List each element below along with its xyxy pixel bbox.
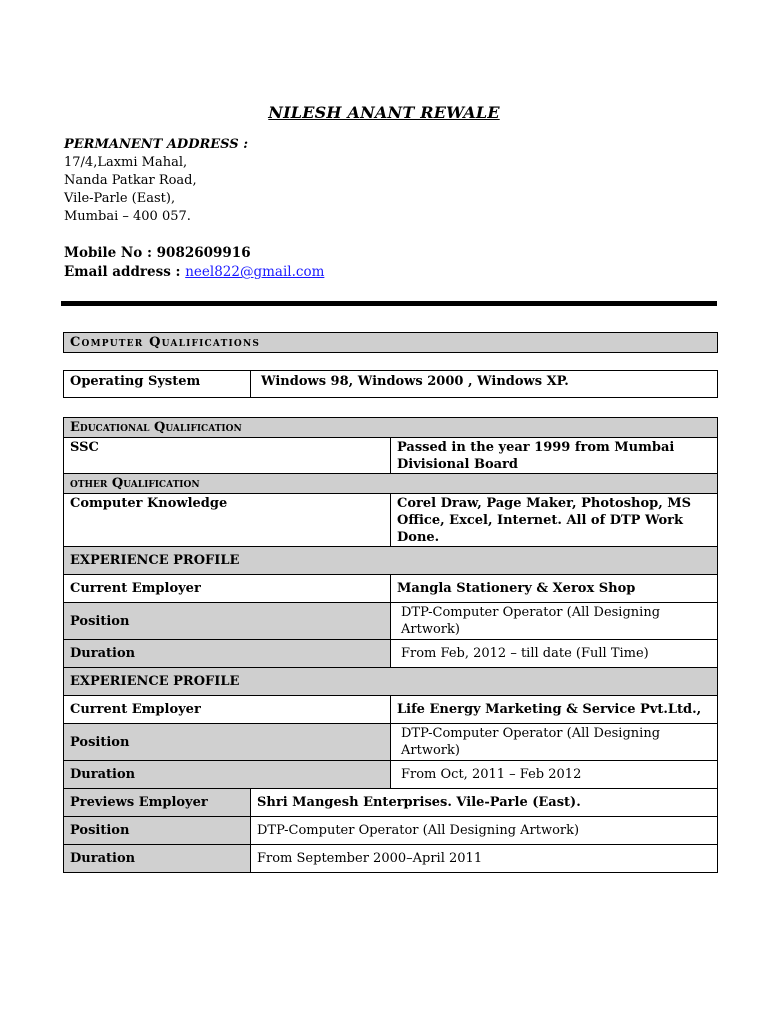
address-title: PERMANENT ADDRESS : bbox=[64, 137, 248, 152]
previous-employer-table bbox=[63, 788, 718, 873]
duration-label: Duration bbox=[64, 640, 391, 668]
email-link[interactable]: neel822@gmail.com bbox=[185, 264, 325, 280]
experience-heading: EXPERIENCE PROFILE bbox=[64, 547, 718, 575]
duration-value: From Oct, 2011 – Feb 2012 bbox=[391, 761, 718, 789]
computer-qualifications-header bbox=[63, 332, 718, 353]
email-label: Email address : bbox=[64, 264, 181, 280]
section-heading: Computer Qualifications bbox=[64, 333, 718, 353]
position-label: Position bbox=[64, 817, 251, 845]
duration-value: From September 2000–April 2011 bbox=[251, 845, 718, 873]
position-label: Position bbox=[64, 724, 391, 761]
employer-value: Mangla Stationery & Xerox Shop bbox=[391, 575, 718, 603]
education-table bbox=[63, 417, 718, 475]
ssc-value: Passed in the year 1999 from Mumbai Divisional Board bbox=[391, 438, 718, 475]
operating-system-label: Operating System bbox=[64, 371, 251, 398]
employer-label: Current Employer bbox=[64, 696, 391, 724]
address-line: 17/4,Laxmi Mahal, bbox=[64, 155, 188, 170]
previous-employer-value: Shri Mangesh Enterprises. Vile-Parle (East). bbox=[251, 789, 718, 817]
email-row bbox=[64, 263, 324, 282]
section-heading: other Qualification bbox=[64, 474, 718, 494]
duration-label: Duration bbox=[64, 761, 391, 789]
operating-system-value: Windows 98, Windows 2000 , Windows XP. bbox=[251, 371, 718, 398]
candidate-name: NILESH ANANT REWALE bbox=[268, 103, 500, 122]
computer-qualifications-table bbox=[63, 370, 718, 398]
position-value: DTP-Computer Operator (All Designing Artwork) bbox=[391, 724, 718, 761]
contact-block bbox=[64, 244, 324, 282]
mobile-number: Mobile No : 9082609916 bbox=[64, 245, 251, 261]
address-line: Vile-Parle (East), bbox=[64, 191, 176, 206]
experience-table bbox=[63, 546, 718, 789]
experience-heading: EXPERIENCE PROFILE bbox=[64, 668, 718, 696]
address-line: Mumbai – 400 057. bbox=[64, 209, 191, 224]
divider-rule bbox=[61, 301, 717, 306]
duration-value: From Feb, 2012 – till date (Full Time) bbox=[391, 640, 718, 668]
employer-label: Current Employer bbox=[64, 575, 391, 603]
position-value: DTP-Computer Operator (All Designing Artwork) bbox=[251, 817, 718, 845]
position-label: Position bbox=[64, 603, 391, 640]
previous-employer-label: Previews Employer bbox=[64, 789, 251, 817]
other-qualification-table bbox=[63, 473, 718, 548]
position-value: DTP-Computer Operator (All Designing Artwork) bbox=[391, 603, 718, 640]
computer-knowledge-value: Corel Draw, Page Maker, Photoshop, MS Office, Excel, Internet. All of DTP Work Done. bbox=[391, 494, 718, 548]
address-line: Nanda Patkar Road, bbox=[64, 173, 197, 188]
address-block bbox=[64, 136, 248, 226]
duration-label: Duration bbox=[64, 845, 251, 873]
computer-knowledge-label: Computer Knowledge bbox=[64, 494, 391, 548]
section-heading: Educational Qualification bbox=[64, 418, 718, 438]
ssc-label: SSC bbox=[64, 438, 391, 475]
employer-value: Life Energy Marketing & Service Pvt.Ltd., bbox=[391, 696, 718, 724]
